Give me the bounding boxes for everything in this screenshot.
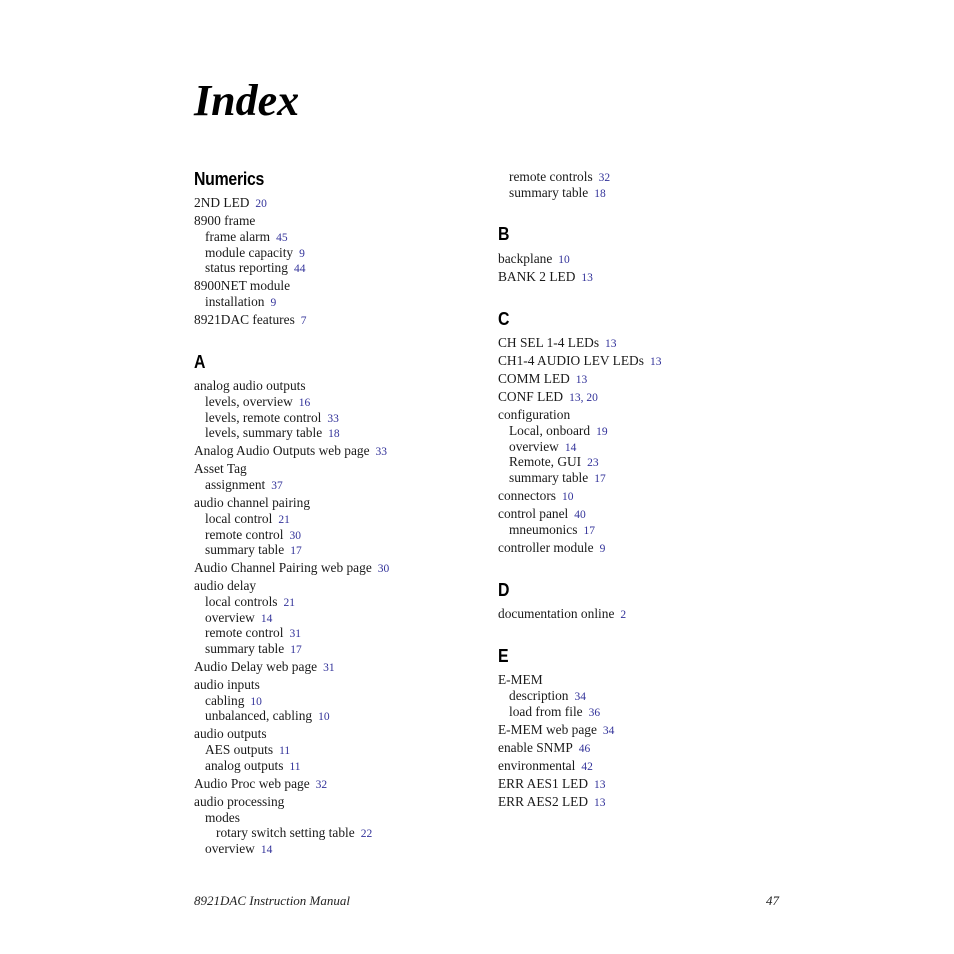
index-entry <box>498 776 606 793</box>
page-link[interactable]: 9 <box>599 543 606 555</box>
entry-text: audio processing <box>194 794 285 809</box>
entry-text: audio delay <box>194 578 257 593</box>
page-link[interactable]: 32 <box>315 779 328 791</box>
index-subentry <box>205 708 330 725</box>
index-entry <box>498 672 543 688</box>
footer-manual-title: 8921DAC Instruction Manual <box>194 893 350 908</box>
entry-text: frame alarm <box>205 229 271 244</box>
section-heading-d: D <box>498 580 510 600</box>
page-link[interactable]: 34 <box>602 725 615 737</box>
entry-text: assignment <box>205 477 266 492</box>
entry-text: installation <box>205 294 265 309</box>
page-link[interactable]: 11 <box>279 745 291 757</box>
entry-text: configuration <box>498 407 571 422</box>
entry-text: summary table <box>205 641 285 656</box>
page-link[interactable]: 42 <box>581 761 593 773</box>
index-entry <box>194 461 247 477</box>
page-link[interactable]: 11 <box>289 761 301 773</box>
entry-text: environmental <box>498 758 576 773</box>
index-entry <box>194 794 284 810</box>
section-heading-c: C <box>498 309 510 329</box>
index-entry <box>194 213 255 229</box>
index-entry <box>498 353 661 370</box>
index-entry <box>194 443 387 460</box>
page-link[interactable]: 10 <box>558 254 570 266</box>
entry-text: levels, overview <box>205 394 293 409</box>
index-subentry <box>205 625 301 642</box>
index-entry <box>498 606 626 623</box>
index-entry <box>194 776 327 793</box>
index-subentry <box>509 704 600 721</box>
entry-text: backplane <box>498 251 553 266</box>
entry-text: control panel <box>498 506 569 521</box>
index-entry <box>498 488 574 505</box>
page-link[interactable]: 21 <box>278 514 290 526</box>
index-subentry <box>205 758 301 775</box>
entry-text: modes <box>205 810 240 825</box>
page-link[interactable]: 18 <box>328 428 340 440</box>
page-link[interactable]: 31 <box>323 662 335 674</box>
index-entry <box>194 195 267 212</box>
entry-text: analog audio outputs <box>194 378 306 393</box>
page-link[interactable]: 22 <box>360 828 373 840</box>
index-entry <box>194 312 307 329</box>
page-link[interactable]: 17 <box>290 545 302 557</box>
footer-page-number: 47 <box>766 893 779 908</box>
index-entry <box>498 722 614 739</box>
section-heading-b: B <box>498 224 510 244</box>
index-subentry <box>509 169 610 186</box>
index-subentry <box>205 810 240 826</box>
page-link[interactable]: 36 <box>588 707 601 719</box>
entry-text: Asset Tag <box>194 461 247 476</box>
entry-text: levels, summary table <box>205 425 323 440</box>
entry-text: summary table <box>509 185 589 200</box>
entry-text: local control <box>205 511 273 526</box>
index-subentry <box>205 594 295 611</box>
page-link[interactable]: 21 <box>283 597 296 609</box>
index-subentry <box>509 688 586 705</box>
entry-text: mneumonics <box>509 522 578 537</box>
page-link[interactable]: 10 <box>562 491 574 503</box>
page-link[interactable]: 10 <box>250 696 262 708</box>
entry-text: remote control <box>205 625 284 640</box>
index-entry <box>194 495 310 511</box>
index-subentry <box>205 477 283 494</box>
index-entry <box>498 251 570 268</box>
entry-text: BANK 2 LED <box>498 269 576 284</box>
entry-text: summary table <box>509 470 589 485</box>
index-entry <box>194 278 290 294</box>
entry-text: controller module <box>498 540 594 555</box>
page-title: Index <box>194 76 300 125</box>
index-entry <box>194 560 389 577</box>
page-link[interactable]: 13 <box>605 338 617 350</box>
index-subentry <box>205 394 310 411</box>
entry-text: connectors <box>498 488 557 503</box>
page-link[interactable]: 37 <box>271 480 283 492</box>
entry-text: 8900NET module <box>194 278 291 293</box>
index-subentry <box>205 511 290 528</box>
entry-text: rotary switch setting table <box>216 825 355 840</box>
entry-text: COMM LED <box>498 371 570 386</box>
entry-text: 8921DAC features <box>194 312 295 327</box>
entry-text: Analog Audio Outputs web page <box>194 443 370 458</box>
index-subentry <box>509 454 599 471</box>
page-link[interactable]: 9 <box>299 248 305 260</box>
entry-text: CH SEL 1-4 LEDs <box>498 335 600 350</box>
entry-text: E-MEM web page <box>498 722 597 737</box>
index-entry <box>194 677 260 693</box>
page-link[interactable]: 13 <box>649 356 662 368</box>
entry-text: CH1-4 AUDIO LEV LEDs <box>498 353 644 368</box>
entry-text: overview <box>205 841 255 856</box>
entry-text: audio outputs <box>194 726 267 741</box>
index-subentry <box>509 470 606 487</box>
entry-text: cabling <box>205 693 245 708</box>
entry-text: Remote, GUI <box>509 454 582 469</box>
page-link[interactable]: 13 <box>569 392 581 404</box>
index-entry <box>194 659 335 676</box>
entry-text: audio channel pairing <box>194 495 311 510</box>
page-link[interactable]: 14 <box>260 613 273 625</box>
index-subentry <box>509 522 595 539</box>
entry-text: Audio Delay web page <box>194 659 318 674</box>
entry-text: description <box>509 688 569 703</box>
page-link[interactable]: 45 <box>276 232 288 244</box>
index-entry <box>194 578 256 594</box>
page-link[interactable]: 18 <box>594 188 606 200</box>
page-separator: , <box>580 392 587 404</box>
index-entry <box>498 389 598 406</box>
index-entry <box>498 758 593 775</box>
index-subentry <box>205 742 290 759</box>
page-link[interactable]: 13 <box>575 374 588 386</box>
page-link[interactable]: 23 <box>587 457 599 469</box>
index-entry <box>498 335 617 352</box>
page-link[interactable]: 2 <box>620 609 627 621</box>
page-link[interactable]: 14 <box>564 442 577 454</box>
index-entry <box>498 407 570 423</box>
entry-text: summary table <box>205 542 285 557</box>
index-entry <box>498 540 605 557</box>
page-link[interactable]: 13 <box>594 797 606 809</box>
page-link[interactable]: 10 <box>318 711 330 723</box>
page-link[interactable]: 30 <box>377 563 390 575</box>
page-link[interactable]: 33 <box>375 446 388 458</box>
index-entry <box>498 794 606 811</box>
entry-text: status reporting <box>205 260 288 275</box>
section-heading-a: A <box>194 352 206 372</box>
entry-text: CONF LED <box>498 389 564 404</box>
index-subentry <box>509 423 608 440</box>
entry-text: audio inputs <box>194 677 260 692</box>
index-subentry <box>205 229 288 246</box>
page-link[interactable]: 14 <box>260 844 273 856</box>
entry-text: Audio Channel Pairing web page <box>194 560 372 575</box>
page-link[interactable]: 46 <box>578 743 591 755</box>
page-link[interactable]: 34 <box>574 691 586 703</box>
page-link[interactable]: 19 <box>596 426 608 438</box>
entry-text: load from file <box>509 704 583 719</box>
page-link[interactable]: 20 <box>255 198 267 210</box>
entry-text: overview <box>509 439 559 454</box>
entry-text: documentation online <box>498 606 615 621</box>
index-subentry <box>205 841 272 858</box>
index-entry <box>194 378 306 394</box>
entry-text: overview <box>205 610 255 625</box>
entry-text: enable SNMP <box>498 740 573 755</box>
index-subentry <box>205 542 302 559</box>
index-entry <box>498 371 587 388</box>
page-link[interactable]: 16 <box>298 397 311 409</box>
page-link[interactable]: 17 <box>583 525 595 537</box>
page-link[interactable]: 30 <box>289 530 301 542</box>
index-subentry <box>205 294 276 311</box>
entry-text: 2ND LED <box>194 195 250 210</box>
page-link[interactable]: 20 <box>586 392 598 404</box>
page-link[interactable]: 44 <box>293 263 306 275</box>
entry-text: levels, remote control <box>205 410 322 425</box>
entry-text: Audio Proc web page <box>194 776 310 791</box>
page-link[interactable]: 40 <box>574 509 586 521</box>
page-link[interactable]: 31 <box>289 628 301 640</box>
entry-text: module capacity <box>205 245 294 260</box>
entry-text: analog outputs <box>205 758 284 773</box>
entry-text: remote controls <box>509 169 593 184</box>
index-subentry <box>509 185 606 202</box>
page-link[interactable]: 13 <box>581 272 593 284</box>
entry-text: Local, onboard <box>509 423 591 438</box>
entry-text: AES outputs <box>205 742 274 757</box>
page-link[interactable]: 33 <box>327 413 339 425</box>
entry-text: E-MEM <box>498 672 543 687</box>
entry-text: 8900 frame <box>194 213 256 228</box>
page-link[interactable]: 32 <box>598 172 611 184</box>
index-subentry <box>205 425 340 442</box>
page-link[interactable]: 9 <box>270 297 277 309</box>
page-link[interactable]: 17 <box>290 644 302 656</box>
index-subsubentry <box>216 825 372 842</box>
index-entry <box>498 269 593 286</box>
entry-text: remote control <box>205 527 284 542</box>
entry-text: local controls <box>205 594 278 609</box>
page-link[interactable]: 7 <box>300 315 307 327</box>
index-subentry <box>205 260 305 277</box>
entry-text: unbalanced, cabling <box>205 708 313 723</box>
section-heading-numerics: Numerics <box>194 169 265 189</box>
index-entry <box>194 726 267 742</box>
entry-text: ERR AES2 LED <box>498 794 589 809</box>
page-link[interactable]: 13 <box>594 779 606 791</box>
index-entry <box>498 506 586 523</box>
index-subentry <box>205 641 302 658</box>
index-entry <box>498 740 590 757</box>
entry-text: ERR AES1 LED <box>498 776 589 791</box>
page-link[interactable]: 17 <box>594 473 606 485</box>
section-heading-e: E <box>498 646 509 666</box>
